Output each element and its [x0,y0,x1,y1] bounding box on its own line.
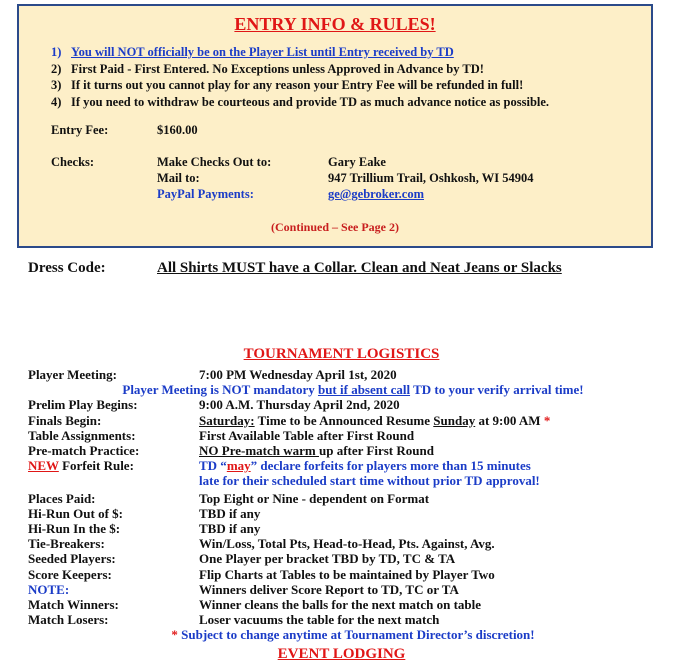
logistics-list [28,367,678,643]
forfeit-value [199,458,531,473]
meeting-note-emphasis: but if absent call [317,382,411,398]
logistics-row [28,521,678,536]
new-badge: NEW [28,458,59,474]
make-checks-value: Gary Eake [328,155,386,169]
rule-number: 3) [51,78,62,92]
logistics-title: TOURNAMENT LOGISTICS [243,346,440,362]
logistics-row [28,536,678,551]
rule-text: First Paid - First Entered. No Exceptions unless Approved in Advance by TD! [71,61,484,76]
rules-list [51,44,549,110]
prematch-emphasis: NO Pre-match warm [199,443,319,459]
match-losers-label: Match Losers: [28,612,109,628]
note-label: NOTE: [28,581,70,597]
mail-to-label: Mail to: [157,171,200,185]
player-meeting-label: Player Meeting: [28,367,117,382]
mail-to-value: 947 Trillium Trail, Oshkosh, WI 54904 [328,171,534,185]
dress-code-value: All Shirts MUST have a Collar. Clean and Neat Jeans or Slacks [157,260,562,276]
logistics-row [28,413,678,428]
logistics-row [28,443,678,458]
logistics-row [28,582,678,597]
rule-number: 2) [51,61,62,76]
hirun-out-label: Hi-Run Out of $: [28,505,123,521]
hirun-in-value: TBD if any [199,521,261,537]
paypal-email-link[interactable]: ge@gebroker.com [328,187,424,201]
forfeit-may: may [226,458,251,474]
dress-code-label: Dress Code: [28,260,106,276]
next-section-title: EVENT LODGING [277,646,406,662]
rule-item [51,61,549,78]
forfeit-text: ” declare forfeits for players more than 15 minutes [250,458,531,474]
rule-text: If you need to withdraw be courteous and provide TD as much advance notice as possible. [71,94,550,109]
finals-text: at 9:00 AM [475,412,544,428]
match-winners-label: Match Winners: [28,597,119,613]
forfeit-value-line2: late for their scheduled start time without prior TD approval! [199,473,540,489]
logistics-row [28,473,678,488]
finals-text: Time to be Announced Resume [254,412,434,428]
prelim-value: 9:00 A.M. Thursday April 2nd, 2020 [199,397,400,413]
hirun-in-label: Hi-Run In the $: [28,521,121,537]
rule-item [51,94,549,111]
logistics-row [28,612,678,627]
finals-value [199,413,550,428]
logistics-row [28,506,678,521]
paypal-label: PayPal Payments: [157,187,254,201]
finals-label: Finals Begin: [28,412,102,428]
places-value: Top Eight or Nine - dependent on Format [199,490,430,506]
finals-sunday: Sunday [433,412,476,428]
logistics-row [28,491,678,506]
rule-text: You will NOT officially be on the Player List until Entry received by TD [71,45,454,59]
prematch-text: up after First Round [318,443,434,459]
asterisk-mark: * [543,412,551,428]
score-keepers-label: Score Keepers: [28,566,112,582]
spacer [28,473,199,488]
entry-fee-label: Entry Fee: [51,123,109,137]
forfeit-label [28,458,199,473]
logistics-row [28,567,678,582]
logistics-row [28,428,678,443]
tie-breakers-label: Tie-Breakers: [28,536,105,552]
score-keepers-value: Flip Charts at Tables to be maintained by Player Two [199,566,495,582]
forfeit-label-text: Forfeit Rule: [58,458,134,474]
forfeit-text: TD “ [199,458,227,474]
logistics-row [28,597,678,612]
seeded-label: Seeded Players: [28,551,116,567]
match-winners-value: Winner cleans the balls for the next match on table [199,597,482,613]
meeting-note-text: TD to your verify arrival time! [410,382,584,398]
match-losers-value: Loser vacuums the table for the next match [199,612,440,628]
logistics-row [28,458,678,473]
entry-info-box [17,4,653,248]
logistics-row [28,367,678,382]
table-assign-label: Table Assignments: [28,427,136,443]
table-assign-value: First Available Table after First Round [199,427,415,443]
make-checks-label: Make Checks Out to: [157,155,272,169]
player-meeting-value: 7:00 PM Wednesday April 1st, 2020 [199,367,397,382]
logistics-row [28,551,678,566]
logistics-row [28,397,678,412]
checks-label: Checks: [51,155,95,169]
rule-item [51,77,549,94]
finals-saturday: Saturday: [199,412,255,428]
entry-info-title: ENTRY INFO & RULES! [234,14,436,34]
prematch-value [199,443,434,458]
rule-number: 4) [51,94,62,109]
rule-item [51,44,549,61]
note-value: Winners deliver Score Report to TD, TC or TA [199,581,459,597]
continued-note: (Continued – See Page 2) [271,220,399,234]
subject-note-text: Subject to change anytime at Tournament Director’s discretion! [177,627,535,643]
prematch-label: Pre-match Practice: [28,443,140,459]
entry-fee-value: $160.00 [157,123,198,137]
meeting-note [28,382,678,397]
hirun-out-value: TBD if any [199,505,261,521]
rule-text: If it turns out you cannot play for any reason your Entry Fee will be refunded in full! [71,78,524,92]
prelim-label: Prelim Play Begins: [28,397,138,413]
places-label: Places Paid: [28,490,96,506]
seeded-value: One Player per bracket TBD by TD, TC & TA [199,551,456,567]
asterisk-mark: * [171,627,178,643]
meeting-note-text: Player Meeting is NOT mandatory [122,382,318,398]
rule-number: 1) [51,45,62,59]
subject-to-change-note [28,627,678,642]
tie-breakers-value: Win/Loss, Total Pts, Head-to-Head, Pts. Against, Avg. [199,536,495,552]
